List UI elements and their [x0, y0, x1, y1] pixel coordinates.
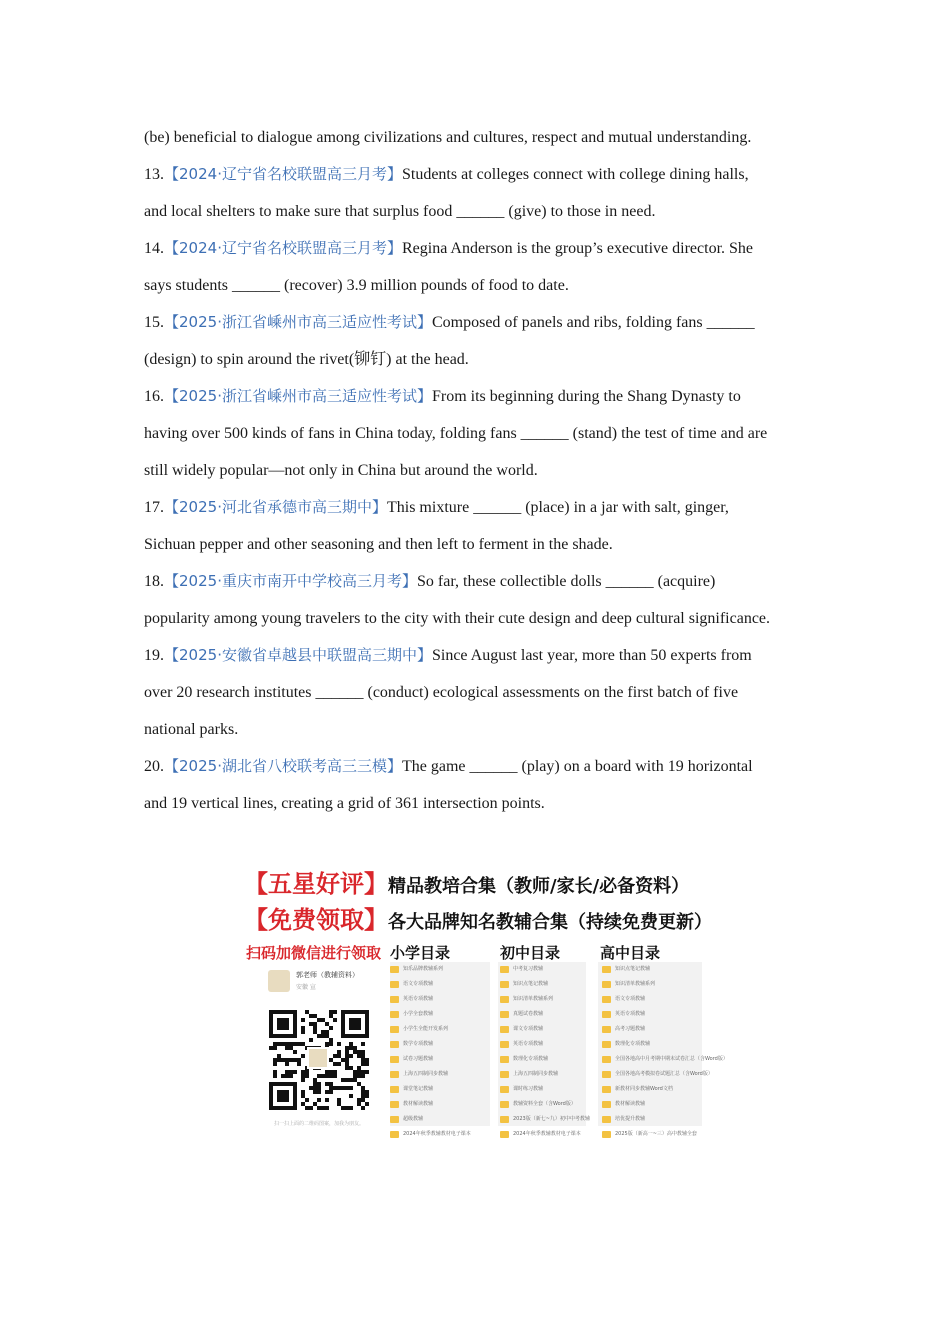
folder-label: 小学生全能开发系列: [403, 1026, 449, 1032]
folder-label: 全国各地高中月考期中期末试卷汇总（含Word版）: [615, 1056, 728, 1062]
folder-label: 2024年秋季教辅教材电子课本: [513, 1131, 581, 1137]
line-text: popularity among young travelers to the city with their cute design and deep cultural significance.: [144, 610, 771, 627]
folder-icon: [500, 1041, 509, 1048]
folder-icon: [500, 996, 509, 1003]
folder-label: 课时练习教辅: [513, 1086, 544, 1092]
source-tag: 【2024·辽宁省名校联盟高三月考】: [164, 239, 402, 257]
folder-label: 教辅资料全套（含Word版）: [513, 1101, 576, 1107]
source-name: 2024·辽宁省名校联盟高三月考: [179, 165, 387, 183]
folder-label: 培优提升教辅: [615, 1116, 646, 1122]
text-line: [144, 600, 804, 637]
folder-label: 语文专项教辅: [403, 981, 434, 987]
folder-label: 小学全套教辅: [403, 1011, 434, 1017]
text-line: [144, 563, 804, 600]
source-name: 2025·湖北省八校联考高三三模: [179, 757, 387, 775]
folder-icon: [602, 1041, 611, 1048]
source-name: 2025·浙江省嵊州市高三适应性考试: [179, 387, 417, 405]
folder-label: 数理化专项教辅: [513, 1056, 549, 1062]
source-tag: 【2025·安徽省卓越县中联盟高三期中】: [164, 646, 432, 664]
folder-label: 语文专项教辅: [615, 996, 646, 1002]
folder-icon: [390, 996, 399, 1003]
question-number: 17.: [144, 499, 164, 516]
column-title-junior: 初中目录: [500, 944, 561, 962]
wechat-name: 郭老师（教辅资料）: [296, 971, 359, 979]
folder-label: 英语专项教辅: [403, 996, 434, 1002]
folder-icon: [602, 1131, 611, 1138]
folder-icon: [390, 966, 399, 973]
line-text: and local shelters to make sure that surplus food ______ (give) to those in need.: [144, 203, 656, 220]
text-line: [144, 156, 804, 193]
line-text: having over 500 kinds of fans in China today, folding fans ______ (stand) the test of time and are: [144, 425, 768, 442]
folder-icon: [602, 1071, 611, 1078]
source-name: 2025·浙江省嵊州市高三适应性考试: [179, 313, 417, 331]
folder-icon: [602, 1101, 611, 1108]
promo-text-2: 各大品牌知名教辅合集（持续免费更新）: [388, 912, 712, 933]
line-text: Regina Anderson is the group’s executive director. She: [401, 240, 754, 257]
question-number: 15.: [144, 314, 164, 331]
source-name: 2025·河北省承德市高三期中: [179, 498, 372, 516]
folder-label: 中考复习教辅: [513, 966, 544, 972]
folder-label: 2024年秋季教辅教材电子课本: [403, 1131, 471, 1137]
line-text: still widely popular—not only in China but around the world.: [144, 462, 538, 479]
folder-icon: [390, 1056, 399, 1063]
folder-icon: [602, 966, 611, 973]
line-text: Sichuan pepper and other seasoning and then left to ferment in the shade.: [144, 536, 613, 553]
text-line: [144, 304, 804, 341]
folder-label: 知识清单教辅系列: [615, 981, 656, 987]
folder-label: 全国各地高考模拟卷试题汇总（含Word版）: [615, 1071, 713, 1077]
folder-icon: [390, 1071, 399, 1078]
avatar: [268, 970, 290, 992]
folder-label: 新教材同步教辅Word文档: [615, 1086, 673, 1092]
text-line: [144, 341, 804, 378]
question-number: 20.: [144, 758, 164, 775]
folder-icon: [602, 996, 611, 1003]
text-line: [144, 378, 804, 415]
folder-icon: [390, 1101, 399, 1108]
folder-label: 试卷习题教辅: [403, 1056, 434, 1062]
line-text: says students ______ (recover) 3.9 million pounds of food to date.: [144, 277, 569, 294]
folder-icon: [500, 1131, 509, 1138]
folder-icon: [602, 1056, 611, 1063]
folder-label: 知识点笔记教辅: [615, 966, 651, 972]
text-line: [144, 489, 804, 526]
line-text: So far, these collectible dolls ______ (acquire): [416, 573, 716, 590]
folder-icon: [500, 1101, 509, 1108]
folder-icon: [602, 981, 611, 988]
text-line: [144, 785, 804, 822]
folder-icon: [390, 1041, 399, 1048]
folder-icon: [602, 1086, 611, 1093]
folder-icon: [500, 1056, 509, 1063]
text-line: [144, 267, 804, 304]
source-tag: 【2024·辽宁省名校联盟高三月考】: [164, 165, 402, 183]
line-text: (design) to spin around the rivet(铆钉) at the head.: [144, 351, 469, 368]
folder-label: 数学专项教辅: [403, 1041, 434, 1047]
folder-label: 英语专项教辅: [615, 1011, 646, 1017]
folder-icon: [390, 1116, 399, 1123]
promo-red-label-1: 【五星好评】: [244, 869, 388, 898]
folder-label: 知识点笔记教辅: [513, 981, 549, 987]
column-title-senior: 高中目录: [600, 944, 661, 962]
folder-label: 上海五四制同步教辅: [513, 1071, 559, 1077]
line-text: Composed of panels and ribs, folding fans ______: [431, 314, 755, 331]
text-line: [144, 452, 804, 489]
folder-label: 教材解读教辅: [403, 1101, 434, 1107]
source-name: 2024·辽宁省名校联盟高三月考: [179, 239, 387, 257]
promo-row-1: [244, 864, 689, 899]
line-text: Since August last year, more than 50 experts from: [431, 647, 752, 664]
line-text: From its beginning during the Shang Dynasty to: [431, 388, 741, 405]
folder-label: 2023版（新七~九）初中中考教辅: [513, 1116, 590, 1122]
text-line: [144, 637, 804, 674]
folder-label: 上海五四制同步教辅: [403, 1071, 449, 1077]
line-text: national parks.: [144, 721, 239, 738]
source-tag: 【2025·河北省承德市高三期中】: [164, 498, 387, 516]
text-line: [144, 711, 804, 748]
line-text: and 19 vertical lines, creating a grid of 361 intersection points.: [144, 795, 545, 812]
question-number: 19.: [144, 647, 164, 664]
folder-icon: [500, 966, 509, 973]
folder-label: 课文专项教辅: [513, 1026, 544, 1032]
folder-icon: [390, 1131, 399, 1138]
folder-label: 真题试卷教辅: [513, 1011, 544, 1017]
folder-label: 超级教辅: [403, 1116, 424, 1122]
folder-icon: [390, 1011, 399, 1018]
promo-banner: [244, 862, 728, 1137]
question-number: 14.: [144, 240, 164, 257]
text-line: [144, 526, 804, 563]
question-number: 16.: [144, 388, 164, 405]
folder-label: 知乐品牌教辅系列: [403, 966, 444, 972]
folder-label: 2025版（新高一~三）高中教辅全套: [615, 1131, 697, 1137]
folder-label: 课堂笔记教辅: [403, 1086, 434, 1092]
text-line: [144, 748, 804, 785]
folder-icon: [500, 1086, 509, 1093]
folder-icon: [390, 981, 399, 988]
line-text: Students at colleges connect with college dining halls,: [401, 166, 749, 183]
source-name: 2025·重庆市南开中学校高三月考: [179, 572, 402, 590]
qr-code-icon[interactable]: [266, 1008, 372, 1112]
line-text: (be) beneficial to dialogue among civilizations and cultures, respect and mutual understanding.: [144, 129, 752, 146]
folder-icon: [602, 1026, 611, 1033]
folder-label: 教材解读教辅: [615, 1101, 646, 1107]
line-text: This mixture ______ (place) in a jar with salt, ginger,: [386, 499, 729, 516]
exercise-text: [144, 119, 804, 822]
column-title-primary: 小学目录: [390, 944, 451, 962]
source-tag: 【2025·浙江省嵊州市高三适应性考试】: [164, 313, 432, 331]
folder-label: 高考习题教辅: [615, 1026, 646, 1032]
qr-hint: 扫一扫上面的二维码图案，加我为朋友。: [274, 1121, 365, 1127]
folder-label: 数理化专项教辅: [615, 1041, 651, 1047]
text-line: [144, 674, 804, 711]
folder-icon: [602, 1116, 611, 1123]
wechat-card: [268, 970, 388, 998]
folder-icon: [500, 1116, 509, 1123]
folder-icon: [390, 1086, 399, 1093]
line-text: The game ______ (play) on a board with 19 horizontal: [401, 758, 753, 775]
text-line: [144, 415, 804, 452]
source-tag: 【2025·湖北省八校联考高三三模】: [164, 757, 402, 775]
folder-icon: [602, 1011, 611, 1018]
question-number: 18.: [144, 573, 164, 590]
source-tag: 【2025·重庆市南开中学校高三月考】: [164, 572, 417, 590]
promo-text-1: 精品教培合集（教师/家长/必备资料）: [388, 876, 690, 897]
source-tag: 【2025·浙江省嵊州市高三适应性考试】: [164, 387, 432, 405]
folder-icon: [390, 1026, 399, 1033]
folder-label: 知识清单教辅系列: [513, 996, 554, 1002]
source-name: 2025·安徽省卓越县中联盟高三期中: [179, 646, 417, 664]
text-line: [144, 193, 804, 230]
wechat-location: 安徽 宣: [296, 984, 316, 991]
folder-icon: [500, 1071, 509, 1078]
line-text: over 20 research institutes ______ (conduct) ecological assessments on the first batch of five: [144, 684, 739, 701]
question-number: 13.: [144, 166, 164, 183]
text-line: [144, 119, 804, 156]
promo-red-label-2: 【免费领取】: [244, 905, 388, 934]
folder-icon: [500, 1026, 509, 1033]
folder-icon: [500, 1011, 509, 1018]
folder-icon: [500, 981, 509, 988]
scan-title: 扫码加微信进行领取: [246, 944, 382, 962]
promo-row-2: [244, 900, 712, 935]
folder-label: 英语专项教辅: [513, 1041, 544, 1047]
text-line: [144, 230, 804, 267]
